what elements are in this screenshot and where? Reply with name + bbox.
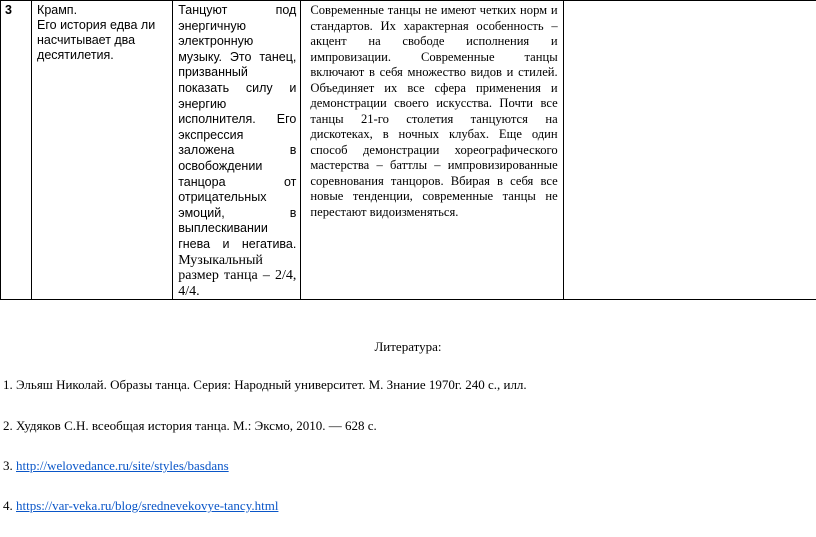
literature-link-welovedance[interactable]: http://welovedance.ru/site/styles/basdans xyxy=(16,458,229,473)
literature-heading: Литература: xyxy=(374,339,442,354)
dance-name: Крамп. xyxy=(37,3,78,17)
literature-item-1 xyxy=(3,377,527,393)
literature-item-2 xyxy=(3,418,377,434)
cell-description xyxy=(301,1,563,300)
table-row xyxy=(1,1,816,300)
literature-item-3 xyxy=(3,458,229,474)
literature-item-text: Эльяш Николай. Образы танца. Серия: Народный университет. М. Знание 1970г. 240 с., илл. xyxy=(16,377,527,392)
cell-number xyxy=(1,1,32,300)
cell-empty xyxy=(563,1,816,300)
cell-music xyxy=(173,1,301,300)
dance-history: Его история едва ли насчитывает два десятилетия. xyxy=(37,18,156,62)
style-description: Современные танцы не имеют четких норм и стандартов. Их характерная особенность – акцент на свободе исполнения и импровизации. Современные танцы включают в себя множество видов и стилей. Объединяет их все сфера применения и демонстрации своего искусства. Почти все танцы 21-го столетия танцуются на дискотеках, в ночных клубах. Еще один способ демонстрации хореографического мастерства – баттлы – импровизированные соревнования танцоров. Вбирая в себя все новые тенденции, современные танцы не перестают видоизменяться. xyxy=(310,3,558,219)
music-meter: Музыкальный размер танца – 2/4, 4/4. xyxy=(178,252,297,299)
literature-item-prefix: 3. xyxy=(3,458,16,473)
literature-item-prefix: 1. xyxy=(3,377,16,392)
music-description: Танцуют под энергичную электронную музыку. Это танец, призванный показать силу и энергию исполнителя. Его экспрессия заложена в освобождении танцора от отрицательных эмоций, в выплескивании гнева и негатива. xyxy=(178,3,297,251)
cell-dance-name xyxy=(32,1,173,300)
literature-link-var-veka[interactable]: https://var-veka.ru/blog/srednevekovye-tancy.html xyxy=(16,498,279,513)
literature-item-prefix: 2. xyxy=(3,418,16,433)
row-number: 3 xyxy=(5,3,12,17)
literature-item-4 xyxy=(3,498,278,514)
literature-item-text: Худяков С.Н. всеобщая история танца. М.: Эксмо, 2010. — 628 с. xyxy=(16,418,377,433)
literature-item-prefix: 4. xyxy=(3,498,16,513)
